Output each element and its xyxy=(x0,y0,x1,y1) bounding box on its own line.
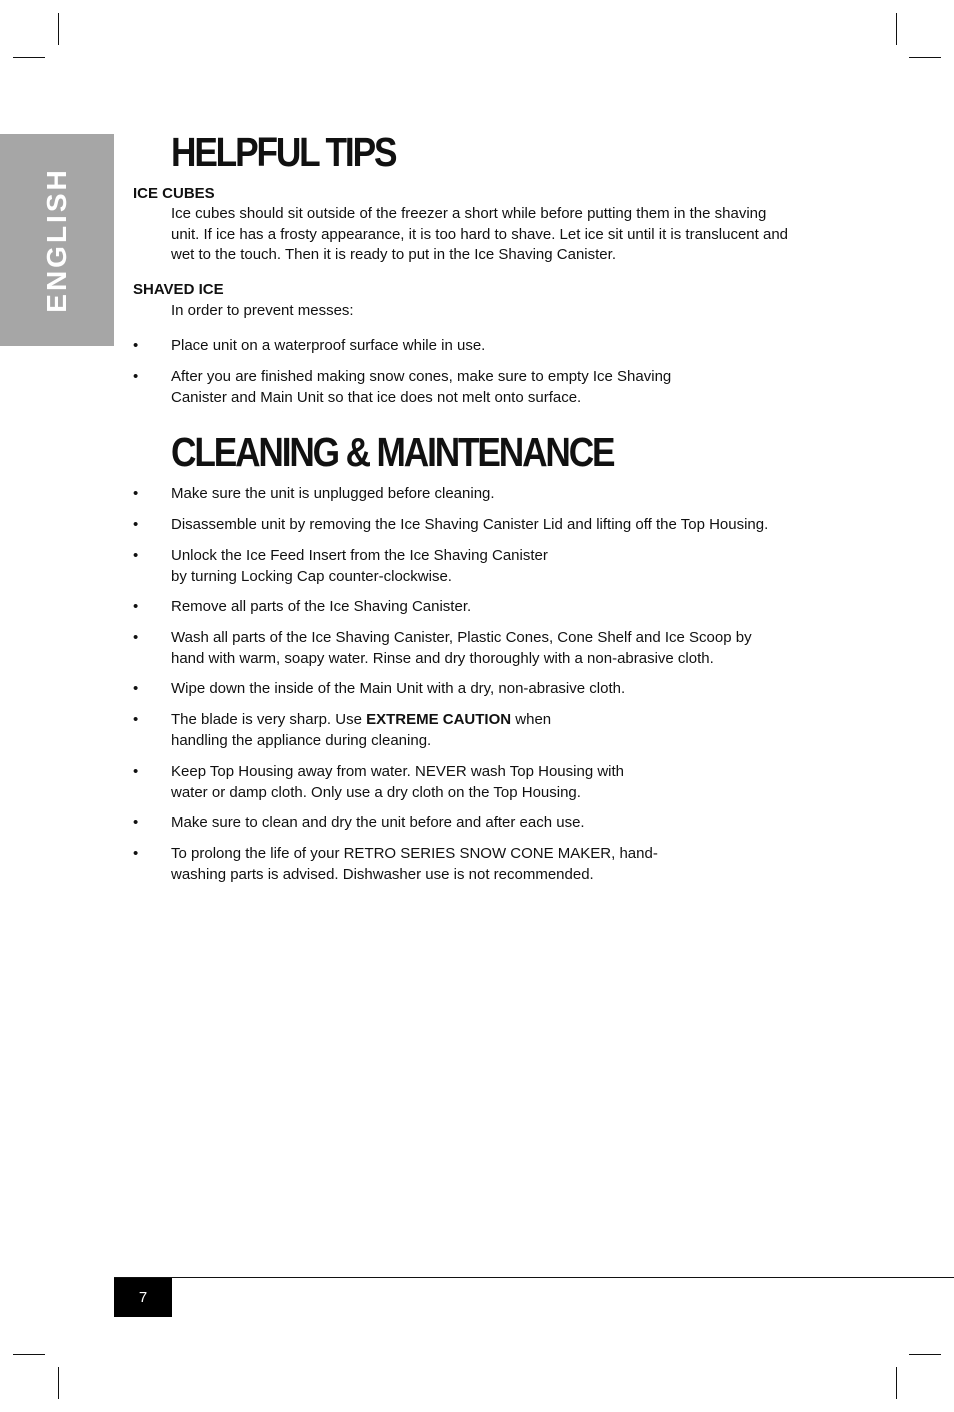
bullet-glyph: • xyxy=(133,629,139,646)
tip-item-text: After you are finished making snow cones, make sure to empty Ice Shaving Canister and Main Unit so that ice does not melt onto surface. xyxy=(171,368,672,406)
crop-mark xyxy=(896,13,897,45)
tip-item-text: Place unit on a waterproof surface while in use. xyxy=(171,337,486,354)
helpful-tips-heading: HELPFUL TIPS xyxy=(171,129,396,175)
footer-rule xyxy=(114,1277,954,1278)
cleaning-step-item-text: Wash all parts of the Ice Shaving Canister, Plastic Cones, Cone Shelf and Ice Scoop by hand with warm, soapy water. Rinse and dry thoroughly with a non-abrasive cloth. xyxy=(171,629,752,667)
bullet-glyph: • xyxy=(133,516,139,533)
shaved-ice-subheading: SHAVED ICE xyxy=(133,281,224,298)
cleaning-step-item-text: Unlock the Ice Feed Insert from the Ice Shaving Canister by turning Locking Cap counter-clockwise. xyxy=(171,547,548,585)
bullet-glyph: • xyxy=(133,814,139,831)
language-tab xyxy=(0,134,114,346)
cleaning-step-item-text: Remove all parts of the Ice Shaving Canister. xyxy=(171,598,472,615)
bullet-glyph: • xyxy=(133,680,139,697)
bullet-glyph: • xyxy=(133,337,139,354)
cleaning-step-item-text: The blade is very sharp. Use EXTREME CAUTION when handling the appliance during cleaning. xyxy=(171,711,552,749)
cleaning-step-item-text: Keep Top Housing away from water. NEVER wash Top Housing with water or damp cloth. Only use a dry cloth on the Top Housing. xyxy=(171,763,625,801)
crop-mark xyxy=(58,13,59,45)
ice-cubes-subheading: ICE CUBES xyxy=(133,185,215,202)
cleaning-step-item-text: Make sure the unit is unplugged before cleaning. xyxy=(171,485,495,502)
cleaning-heading: CLEANING & MAINTENANCE xyxy=(171,429,614,475)
bullet-glyph: • xyxy=(133,547,139,564)
cleaning-step-item-text: Disassemble unit by removing the Ice Shaving Canister Lid and lifting off the Top Housing. xyxy=(171,516,769,533)
bullet-glyph: • xyxy=(133,763,139,780)
page-number-box xyxy=(114,1278,172,1317)
cleaning-step-item-text: Wipe down the inside of the Main Unit with a dry, non-abrasive cloth. xyxy=(171,680,626,697)
bullet-glyph: • xyxy=(133,845,139,862)
ice-cubes-body: Ice cubes should sit outside of the freezer a short while before putting them in the shaving unit. If ice has a frosty appearance, it is too hard to shave. Let ice sit until it is translucent and wet to the touch. Then it is ready to put in the Ice Shaving Canister. xyxy=(171,205,788,263)
crop-mark xyxy=(909,57,941,58)
page-number: 7 xyxy=(138,1289,148,1306)
cleaning-step-item-text: To prolong the life of your RETRO SERIES SNOW CONE MAKER, hand- washing parts is advised. Dishwasher use is not recommended. xyxy=(171,845,658,883)
crop-mark xyxy=(896,1367,897,1399)
bullet-glyph: • xyxy=(133,368,139,385)
shaved-ice-intro: In order to prevent messes: xyxy=(171,302,354,319)
crop-mark xyxy=(13,1354,45,1355)
bullet-glyph: • xyxy=(133,485,139,502)
caution-emphasis: EXTREME CAUTION xyxy=(366,711,512,728)
crop-mark xyxy=(13,57,45,58)
bullet-glyph: • xyxy=(133,598,139,615)
bullet-glyph: • xyxy=(133,711,139,728)
crop-mark xyxy=(909,1354,941,1355)
cleaning-step-item-text: Make sure to clean and dry the unit before and after each use. xyxy=(171,814,585,831)
language-tab-label: ENGLISH xyxy=(41,167,72,313)
crop-mark xyxy=(58,1367,59,1399)
